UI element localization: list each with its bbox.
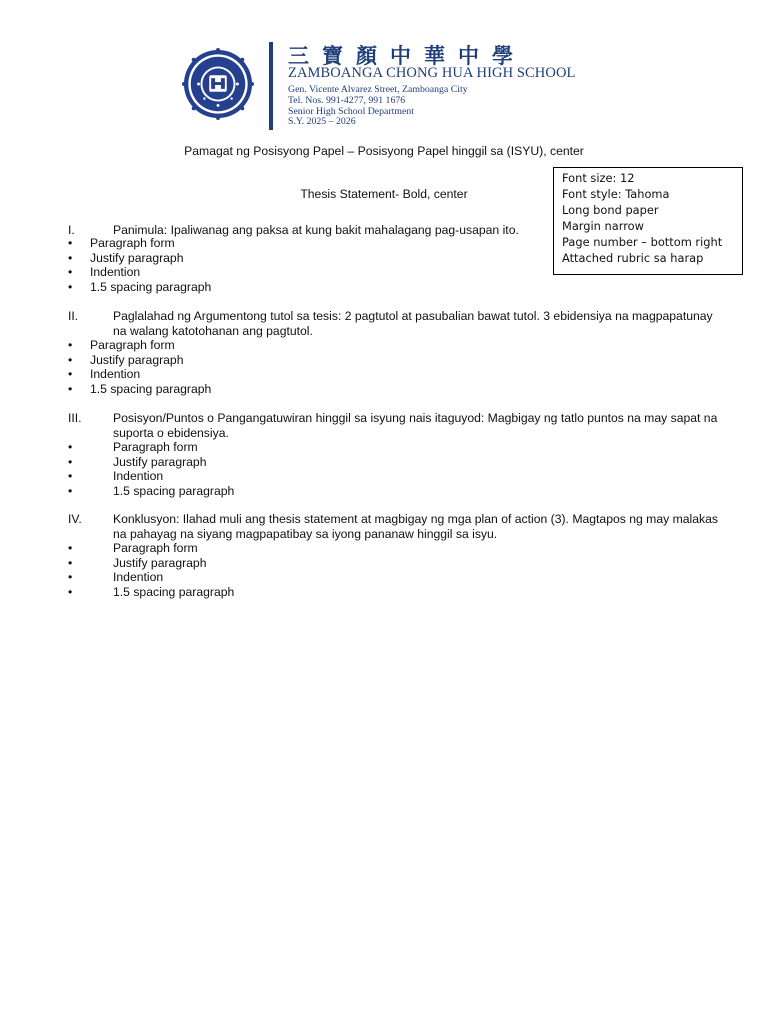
note-rubric: Attached rubric sa harap [562, 251, 704, 265]
section-text: Paglalahad ng Argumentong tutol sa tesis: 2 pagtutol at pasubalian bawat tutol. 3 ebidensiya na magpapatunay na walang katotohanan ang pagtutol. [113, 309, 713, 338]
list-item-text: 1.5 spacing paragraph [90, 279, 212, 294]
list-item-text: Paragraph form [113, 541, 198, 555]
school-year: S.Y. 2025 – 2026 [288, 116, 356, 127]
list-item [68, 570, 234, 585]
school-address: Gen. Vicente Alvarez Street, Zamboanga City [288, 84, 468, 95]
bullet-icon: • [68, 469, 73, 484]
section-text: Konklusyon: Ilahad muli ang thesis statement at magbigay ng mga plan of action (3). Magtapos ng may malakas na pahayag na siyang magpapatibay sa iyong pananaw hinggil sa isyu. [113, 512, 718, 541]
note-paper-size: Long bond paper [562, 203, 659, 217]
bullet-list [68, 236, 211, 294]
list-item-text: 1.5 spacing paragraph [113, 584, 235, 599]
section-text: Panimula: Ipaliwanag ang paksa at kung bakit mahalagang pag-usapan ito. [113, 223, 519, 237]
section-text: Posisyon/Puntos o Pangangatuwiran hinggil sa isyung nais itaguyod: Magbigay ng tatlo puntos na may sapat na suporta o ebidensiya. [113, 411, 718, 440]
bullet-icon: • [68, 352, 73, 367]
list-item [68, 556, 234, 571]
note-font-style: Font style: Tahoma [562, 187, 670, 201]
school-department: Senior High School Department [288, 106, 414, 117]
bullet-icon: • [68, 279, 73, 294]
list-item [68, 469, 234, 484]
list-item-text: Justify paragraph [90, 250, 184, 265]
thesis-instruction: Thesis Statement- Bold, center [300, 187, 468, 201]
letterhead [0, 0, 768, 135]
list-item-text: Justify paragraph [113, 555, 207, 570]
school-seal-logo [179, 48, 257, 120]
list-item [68, 541, 234, 556]
bullet-icon: • [68, 381, 73, 396]
list-item-text: Paragraph form [113, 440, 198, 454]
list-item-text: Paragraph form [90, 236, 175, 250]
list-item-text: Paragraph form [90, 338, 175, 352]
formatting-notes-box [553, 167, 743, 275]
list-item [68, 236, 211, 251]
list-item-text: 1.5 spacing paragraph [90, 381, 212, 396]
section-number: I. [68, 223, 75, 237]
list-item [68, 280, 211, 295]
list-item [68, 440, 234, 455]
list-item-text: Indention [90, 265, 141, 280]
bullet-icon: • [68, 454, 73, 469]
bullet-icon: • [68, 236, 73, 250]
bullet-icon: • [68, 338, 73, 352]
bullet-list [68, 541, 234, 599]
list-item [68, 353, 211, 368]
list-item-text: Justify paragraph [90, 352, 184, 367]
paper-title-instruction: Pamagat ng Posisyong Papel – Posisyong Papel hinggil sa (ISYU), center [184, 144, 584, 158]
list-item [68, 455, 234, 470]
bullet-icon: • [68, 584, 73, 599]
list-item-text: Indention [90, 367, 141, 382]
bullet-icon: • [68, 541, 73, 555]
bullet-icon: • [68, 483, 73, 498]
bullet-icon: • [68, 555, 73, 570]
bullet-icon: • [68, 570, 73, 585]
bullet-list [68, 440, 234, 498]
section-number: IV. [68, 512, 82, 526]
bullet-icon: • [68, 367, 73, 382]
bullet-icon: • [68, 440, 73, 454]
list-item [68, 484, 234, 499]
list-item [68, 367, 211, 382]
bullet-icon: • [68, 250, 73, 265]
note-font-size: Font size: 12 [562, 171, 635, 185]
note-page-number: Page number – bottom right [562, 235, 723, 249]
school-name-chinese: 三寶顏中華中學 [288, 43, 526, 68]
list-item-text: Indention [113, 570, 164, 585]
school-telephone: Tel. Nos. 991-4277, 991 1676 [288, 95, 406, 106]
letterhead-divider [269, 42, 273, 130]
section-number: II. [68, 309, 79, 323]
school-name: ZAMBOANGA CHONG HUA HIGH SCHOOL [288, 65, 576, 81]
bullet-list [68, 338, 211, 396]
bullet-icon: • [68, 265, 73, 280]
list-item [68, 585, 234, 600]
list-item [68, 251, 211, 266]
note-margin: Margin narrow [562, 219, 644, 233]
list-item-text: Indention [113, 469, 164, 484]
list-item [68, 338, 211, 353]
list-item-text: Justify paragraph [113, 454, 207, 469]
section-number: III. [68, 411, 82, 425]
list-item-text: 1.5 spacing paragraph [113, 483, 235, 498]
list-item [68, 265, 211, 280]
list-item [68, 382, 211, 397]
